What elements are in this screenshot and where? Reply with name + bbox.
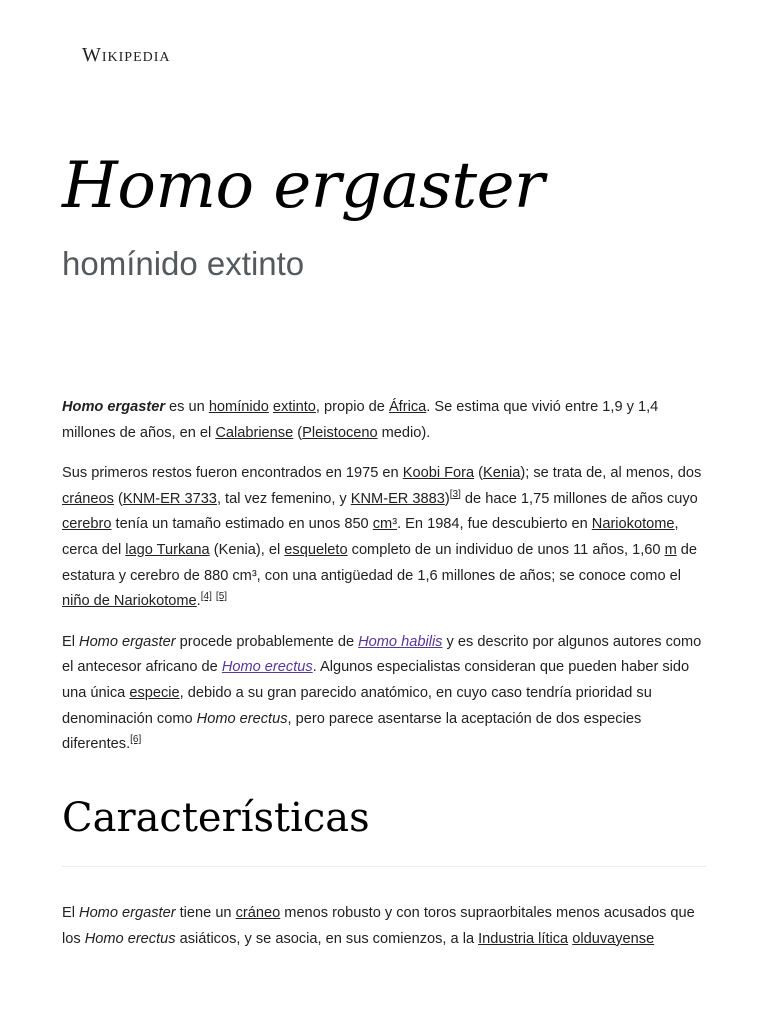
paragraph-origin [62, 630, 707, 758]
text: . Algunos especialistas consideran que pueden haber sido una única [62, 659, 690, 701]
text: ) [444, 490, 450, 507]
link-hominido[interactable]: homínido [208, 399, 269, 415]
text: tiene un [175, 905, 236, 921]
page-title: Homo ergaster [62, 149, 545, 223]
link-metro[interactable]: m [664, 541, 677, 558]
text: , propio de [315, 399, 389, 415]
text: . En 1984, fue descubierto en [397, 516, 592, 533]
reference-link[interactable]: [5] [215, 591, 228, 603]
text: medio). [377, 424, 431, 441]
reference-4[interactable] [201, 591, 212, 602]
link-knm-er-3733[interactable]: KNM-ER 3733 [122, 490, 217, 507]
link-cm3[interactable]: cm³ [372, 516, 398, 533]
link-nariokotome[interactable]: Nariokotome [591, 516, 675, 533]
text: y es descrito por algunos autores como el antecesor africano de [62, 633, 702, 676]
text: de hace 1,75 millones de años cuyo [460, 490, 698, 507]
link-craneos[interactable]: cráneos [62, 490, 114, 507]
link-calabriense[interactable]: Calabriense [215, 424, 294, 441]
link-olduvayense[interactable]: olduvayense [572, 930, 655, 947]
link-label: Homo erectus [221, 659, 313, 676]
link-craneo[interactable]: cráneo [235, 905, 281, 921]
article-body [62, 395, 707, 773]
paragraph-discovery [62, 461, 707, 615]
term-italic: Homo ergaster [79, 905, 176, 921]
section-heading-caracteristicas: Características [62, 792, 706, 867]
wikipedia-logo[interactable]: Wikipedia [82, 44, 171, 66]
reference-link[interactable]: [6] [130, 734, 142, 746]
text: ); se trata de, al menos, dos [520, 465, 702, 482]
text: Sus primeros restos fueron encontrados en 1975 en [62, 465, 403, 482]
link-homo-erectus[interactable] [222, 659, 313, 675]
link-industria-litica[interactable]: Industria lítica [478, 930, 569, 947]
text: ( [293, 424, 303, 441]
text: (Kenia), el [209, 541, 285, 558]
reference-link[interactable]: [4] [200, 591, 212, 603]
text: ( [474, 465, 484, 482]
text: asiáticos, y se asocia, en sus comienzos, a la [175, 930, 479, 947]
link-knm-er-3883[interactable]: KNM-ER 3883 [350, 490, 445, 507]
link-pleistoceno[interactable]: Pleistoceno [302, 424, 378, 441]
text: de estatura y cerebro de 880 cm³, con una antigüedad de 1,6 millones de años; se conoce como el [62, 541, 698, 584]
link-especie[interactable]: especie [129, 684, 180, 701]
text: ( [113, 490, 123, 507]
link-nino-de-nariokotome[interactable]: niño de Nariokotome [62, 593, 197, 610]
text: procede probablemente de [175, 633, 359, 650]
text: completo de un individuo de unos 11 años, 1,60 [347, 541, 665, 558]
text: , debido a su gran parecido anatómico, en cuyo caso tendría prioridad su denominación como [62, 684, 652, 727]
link-lago-turkana[interactable]: lago Turkana [125, 541, 210, 558]
link-label: Homo habilis [358, 633, 443, 650]
link-esqueleto[interactable]: esqueleto [284, 541, 348, 558]
reference-5[interactable] [216, 591, 227, 602]
reference-link[interactable]: [3] [449, 488, 461, 500]
link-kenia[interactable]: Kenia [483, 465, 521, 482]
text: El [62, 905, 80, 921]
text: , cerca del [62, 516, 679, 558]
term-italic: Homo ergaster [79, 633, 176, 650]
text: , pero parece asentarse la aceptación de dos especies diferentes. [62, 710, 642, 753]
text: , tal vez femenino, y [216, 490, 351, 507]
term-italic: Homo erectus [196, 710, 288, 727]
text: . [196, 593, 201, 610]
term-italic: Homo erectus [84, 930, 176, 947]
reference-3[interactable] [450, 489, 461, 500]
page-subtitle: homínido extinto [62, 245, 305, 282]
reference-6[interactable] [130, 734, 141, 745]
link-homo-habilis[interactable] [358, 634, 442, 650]
text: es un [165, 399, 209, 415]
link-africa[interactable]: África [388, 399, 427, 415]
text: menos robusto y con toros supraorbitales menos acusados que los [62, 905, 695, 947]
link-cerebro[interactable]: cerebro [62, 516, 112, 533]
paragraph-intro [62, 395, 707, 446]
paragraph-caracteristicas [62, 901, 707, 952]
link-koobi-fora[interactable]: Koobi Fora [402, 465, 475, 482]
term-bold: Homo ergaster [62, 399, 165, 415]
text: tenía un tamaño estimado en unos 850 [111, 516, 373, 533]
link-extinto[interactable]: extinto [272, 399, 316, 415]
text: . Se estima que vivió entre 1,9 y 1,4 millones de años, en el [62, 399, 659, 441]
text: El [62, 633, 80, 650]
